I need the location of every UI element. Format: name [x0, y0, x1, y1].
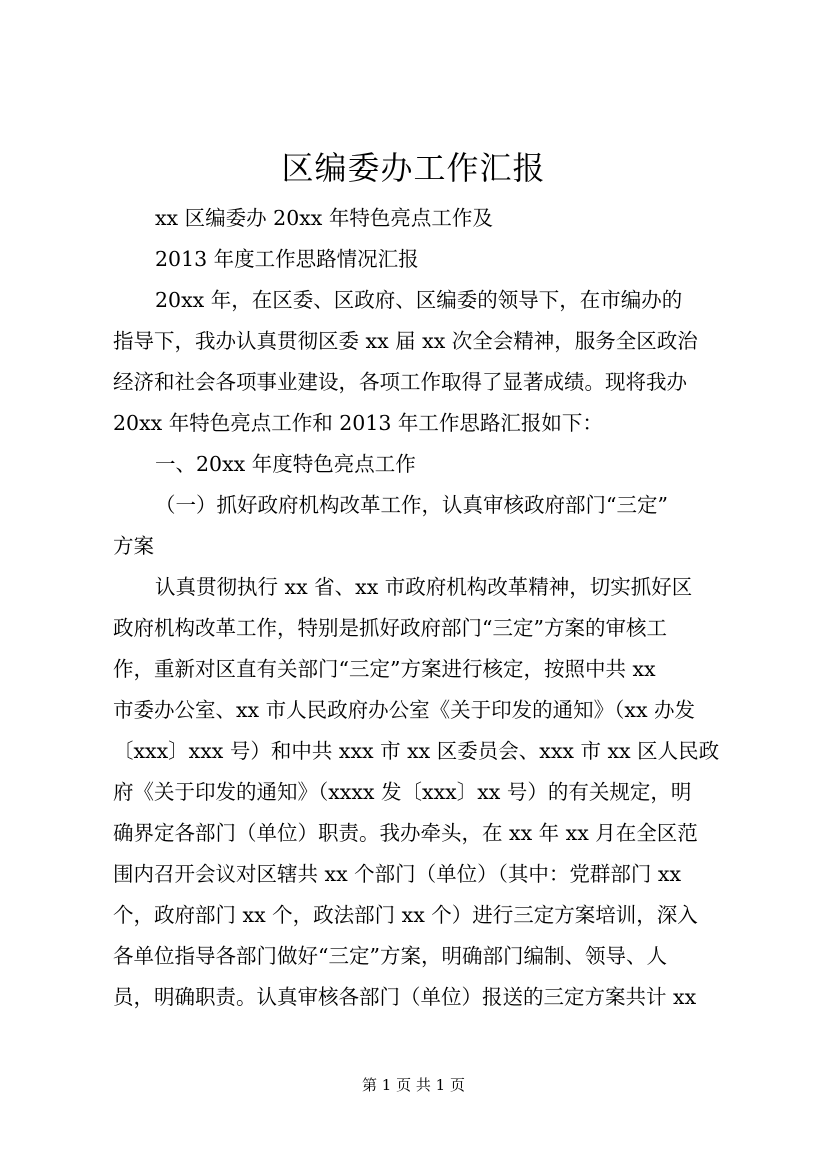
body-line: 20xx 年特色亮点工作和 2013 年工作思路汇报如下：: [113, 411, 603, 435]
body-line: 政府机构改革工作，特别是抓好政府部门“三定”方案的审核工: [113, 616, 667, 640]
document-title: 区编委办工作汇报: [281, 149, 546, 187]
body-line: 认真贯彻执行 xx 省、xx 市政府机构改革精神，切实抓好区: [155, 575, 693, 599]
body-line: 2013 年度工作思路情况汇报: [155, 247, 419, 271]
body-line: 员，明确职责。认真审核各部门（单位）报送的三定方案共计 xx: [113, 985, 697, 1009]
body-line: 指导下，我办认真贯彻区委 xx 届 xx 次全会精神，服务全区政治: [113, 329, 698, 353]
body-line: 作，重新对区直有关部门“三定”方案进行核定，按照中共 xx: [113, 657, 656, 681]
body-line: 府《关于印发的通知》（xxxx 发〔xxx〕xx 号）的有关规定，明: [113, 780, 692, 804]
body-line: 〔xxx〕xxx 号）和中共 xxx 市 xx 区委员会、xxx 市 xx 区人民政: [113, 739, 720, 763]
page-footer: 第 1 页 共 1 页: [362, 1076, 465, 1094]
body-line: 各单位指导各部门做好“三定”方案，明确部门编制、领导、人: [113, 944, 667, 968]
body-line: 20xx 年，在区委、区政府、区编委的领导下，在市编办的: [155, 288, 683, 312]
body-line: 围内召开会议对区辖共 xx 个部门（单位）（其中：党群部门 xx: [113, 862, 682, 886]
body-line: （一）抓好政府机构改革工作，认真审核政府部门“三定”: [155, 493, 668, 517]
body-line: 市委办公室、xx 市人民政府办公室《关于印发的通知》（xx 办发: [113, 698, 696, 722]
body-line: 经济和社会各项事业建设，各项工作取得了显著成绩。现将我办: [113, 370, 687, 394]
document-body: [113, 198, 725, 1018]
body-line: 个，政府部门 xx 个，政法部门 xx 个）进行三定方案培训，深入: [113, 903, 698, 927]
body-line: 方案: [113, 534, 154, 558]
body-line: 确界定各部门（单位）职责。我办牵头，在 xx 年 xx 月在全区范: [113, 821, 698, 845]
body-line: xx 区编委办 20xx 年特色亮点工作及: [155, 206, 493, 230]
body-line: 一、20xx 年度特色亮点工作: [155, 452, 416, 476]
